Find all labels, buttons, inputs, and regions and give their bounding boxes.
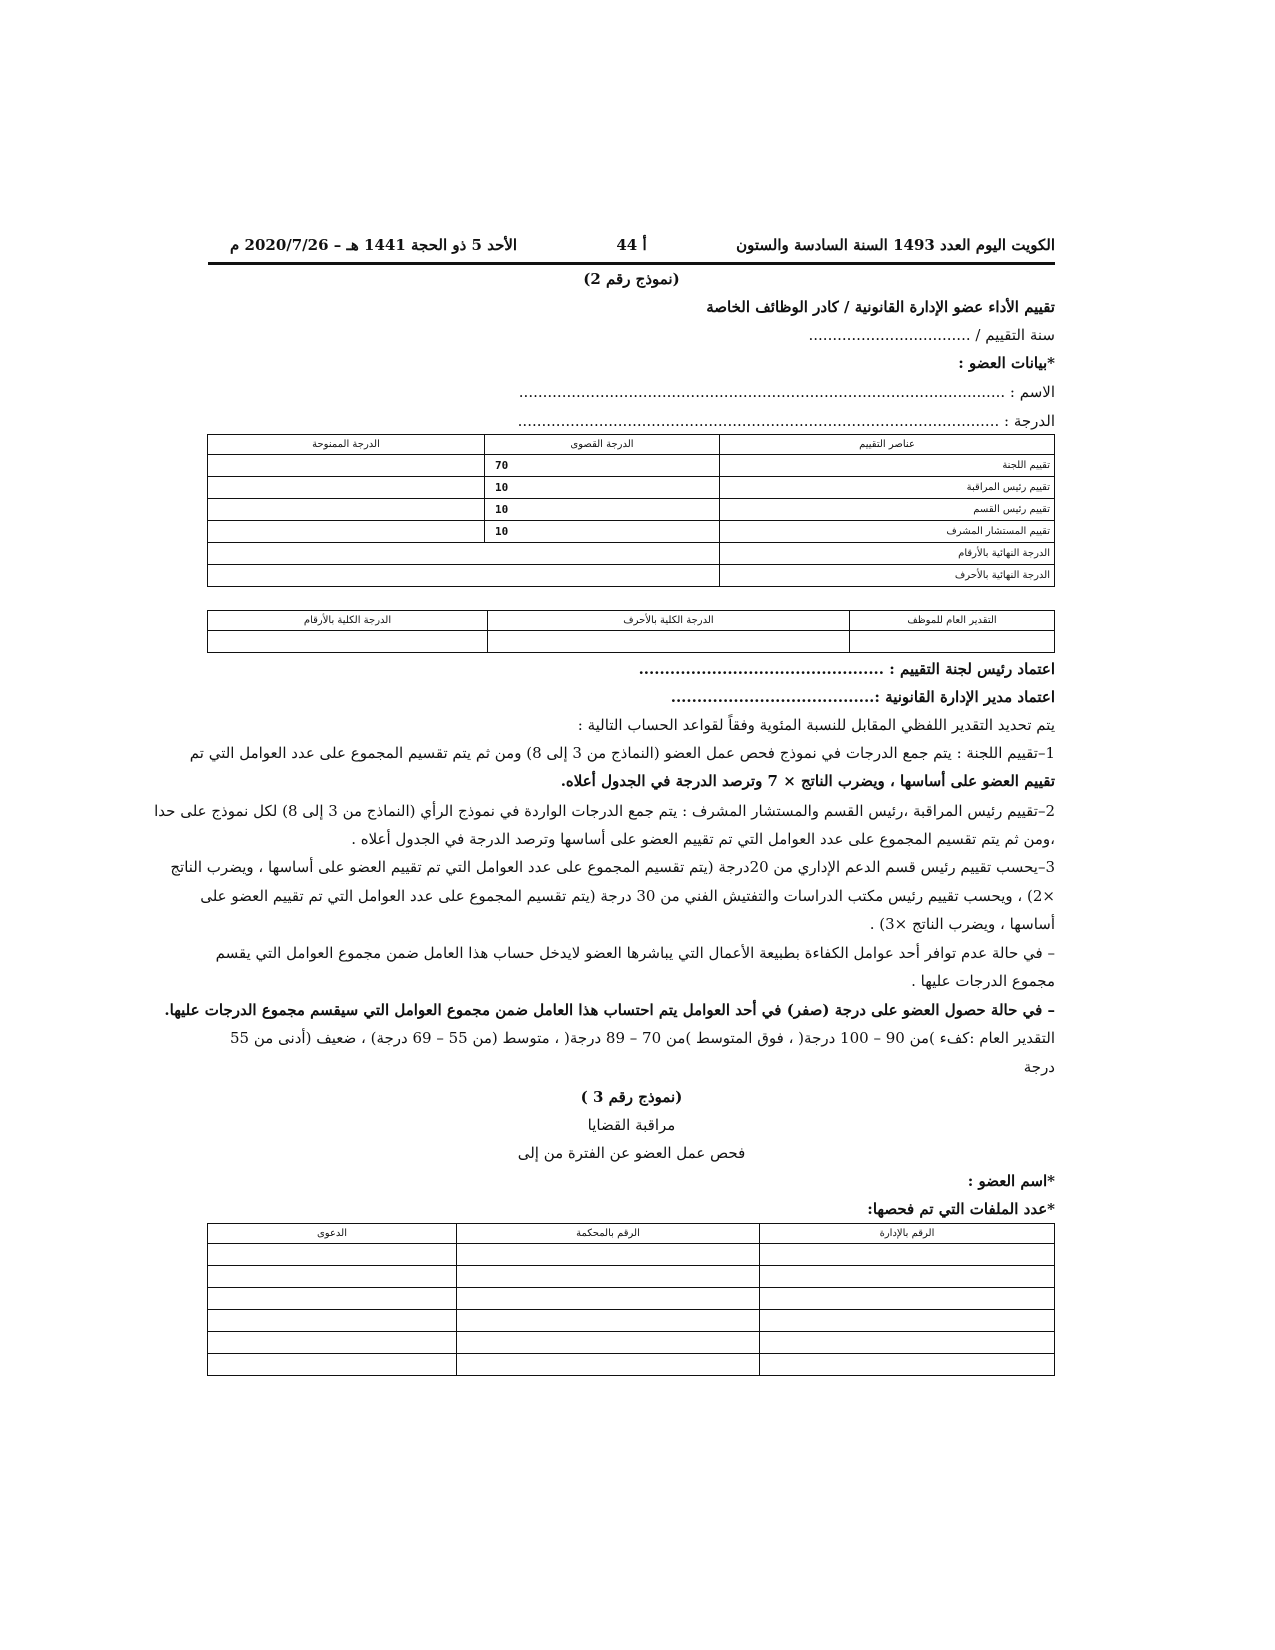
scale-line-1: التقدير العام :كفء )من 90 – 100 درجة( ، فوق المتوسط )من 70 – 89 درجة( ، متوسط (من 55 – 69 درجة) ، ضعيف (أدنى من 55 [229,1029,1055,1047]
table-row [208,521,1055,543]
max-score-cell: 10 [485,499,720,521]
note-1-line-2: مجموع الدرجات عليها . [911,972,1055,990]
table-cell [457,1332,760,1354]
table-row [208,631,1055,653]
table-header: الدرجة القصوى [485,435,720,455]
form2-title: (نموذج رقم 2) [583,270,680,288]
table-cell [760,1310,1055,1332]
final-letters-cell [208,565,720,587]
overall-table [207,610,1055,653]
rule-3-line-2: ×2) ، ويحسب تقييم رئيس مكتب الدراسات والتفتيش الفني من 30 درجة (يتم تقسيم المجموع على عدد العوامل التي تم تقييم العضو على [200,887,1055,905]
table-cell [208,1332,457,1354]
table-cell [760,1266,1055,1288]
given-score-cell [208,521,485,543]
table-row [208,565,1055,587]
element-cell: تقييم المستشار المشرف [720,521,1055,543]
gazette-header [208,236,1055,262]
table-cell [457,1354,760,1376]
table-header: عناصر التقييم [720,435,1055,455]
final-letters-label: الدرجة النهائية بالأحرف [720,565,1055,587]
rule-1-line-1: 1–تقييم اللجنة : يتم جمع الدرجات في نموذج فحص عمل العضو (النماذج من 3 إلى 8) ومن ثم يتم تقسيم المجموع على عدد العوامل التي تم [189,744,1055,762]
header-date: الأحد 5 ذو الحجة 1441 هـ – 2020/7/26 م [230,236,518,254]
element-cell: تقييم رئيس المراقبة [720,477,1055,499]
table-row [208,1288,1055,1310]
table-row [208,499,1055,521]
table-header: الدعوى [208,1224,457,1244]
table-cell [457,1310,760,1332]
table-cell [760,1354,1055,1376]
rule-3-line-1: 3–يحسب تقييم رئيس قسم الدعم الإداري من 20درجة (يتم تقسيم المجموع على عدد العوامل التي تم تقييم العضو على أساسها ، ويضرب الناتج [170,858,1055,876]
table-header-row [208,1224,1055,1244]
max-score-cell: 10 [485,477,720,499]
given-score-cell [208,477,485,499]
form3-period: فحص عمل العضو عن الفترة من إلى [517,1144,746,1162]
table-header: الدرجة الكلية بالأرقام [208,611,488,631]
evaluation-year-field: سنة التقييم / .................................. [808,326,1055,344]
final-numbers-label: الدرجة النهائية بالأرقام [720,543,1055,565]
cases-table [207,1223,1055,1376]
rule-2-line-2: ،ومن ثم يتم تقسيم المجموع على عدد العوامل التي تم تقييم العضو على أساسها وترصد الدرجة في الجدول أعلاه . [351,830,1055,848]
form2-heading: تقييم الأداء عضو الإدارة القانونية / كادر الوظائف الخاصة [706,298,1055,316]
header-issue: الكويت اليوم العدد 1493 السنة السادسة والستون [736,236,1055,254]
member-data-label: *بيانات العضو : [958,354,1055,372]
table-header: التقدير العام للموظف [850,611,1055,631]
table-cell [488,631,850,653]
table-cell [760,1288,1055,1310]
files-count-label: *عدد الملفات التي تم فحصها: [867,1200,1055,1218]
table-cell [457,1288,760,1310]
max-score-cell: 10 [485,521,720,543]
given-score-cell [208,455,485,477]
table-cell [208,1288,457,1310]
table-header: الدرجة الممنوحة [208,435,485,455]
member-name-label: *اسم العضو : [967,1172,1055,1190]
evaluation-table [207,434,1055,587]
table-row [208,1354,1055,1376]
table-cell [457,1266,760,1288]
director-approval: اعتماد مدير الإدارة القانونية :....................................... [670,688,1055,706]
table-cell [457,1244,760,1266]
scale-line-2: درجة [1023,1058,1055,1076]
element-cell: تقييم رئيس القسم [720,499,1055,521]
table-cell [208,1310,457,1332]
final-numbers-cell [208,543,720,565]
table-row [208,1244,1055,1266]
table-cell [208,1244,457,1266]
table-cell [208,631,488,653]
table-header-row [208,611,1055,631]
table-header: الرقم بالمحكمة [457,1224,760,1244]
table-row [208,543,1055,565]
table-row [208,455,1055,477]
rule-3-line-3: أساسها ، ويضرب الناتج ×3) . [869,915,1055,933]
table-cell [850,631,1055,653]
table-row [208,1310,1055,1332]
element-cell: تقييم اللجنة [720,455,1055,477]
rule-2-line-1: 2–تقييم رئيس المراقبة ،رئيس القسم والمستشار المشرف : يتم جمع الدرجات الواردة في نموذج الرأي (النماذج من 3 إلى 8) لكل نموذج على حدا [154,802,1055,820]
table-cell [760,1244,1055,1266]
note-1-line-1: – في حالة عدم توافر أحد عوامل الكفاءة بطبيعة الأعمال التي يباشرها العضو لايدخل حساب هذا العامل ضمن مجموع العوامل التي يقسم [215,944,1055,962]
grade-field: الدرجة : ..................................................................................................... [517,412,1055,430]
header-rule [208,262,1055,265]
table-header-row [208,435,1055,455]
table-header: الدرجة الكلية بالأحرف [488,611,850,631]
name-field: الاسم : ...................................................................................................... [518,383,1055,401]
form3-subtitle: مراقبة القضايا [587,1116,676,1134]
table-header: الرقم بالإدارة [760,1224,1055,1244]
document-page [154,0,1055,1650]
rules-intro: يتم تحديد التقدير اللفظي المقابل للنسبة المئوية وفقاً لقواعد الحساب التالية : [577,716,1055,734]
header-page-number: أ 44 [616,236,647,254]
table-cell [760,1332,1055,1354]
committee-approval: اعتماد رئيس لجنة التقييم : ............................................... [638,660,1055,678]
rule-1-line-2: تقييم العضو على أساسها ، ويضرب الناتج × 7 وترصد الدرجة في الجدول أعلاه. [560,772,1055,790]
max-score-cell: 70 [485,455,720,477]
note-2: – في حالة حصول العضو على درجة (صفر) في أحد العوامل يتم احتساب هذا العامل ضمن مجموع العوامل التي سيقسم مجموع الدرجات عليها. [164,1001,1055,1019]
table-row [208,1332,1055,1354]
given-score-cell [208,499,485,521]
table-row [208,477,1055,499]
table-row [208,1266,1055,1288]
table-cell [208,1354,457,1376]
form3-title: (نموذج رقم 3 ) [580,1088,683,1106]
table-cell [208,1266,457,1288]
